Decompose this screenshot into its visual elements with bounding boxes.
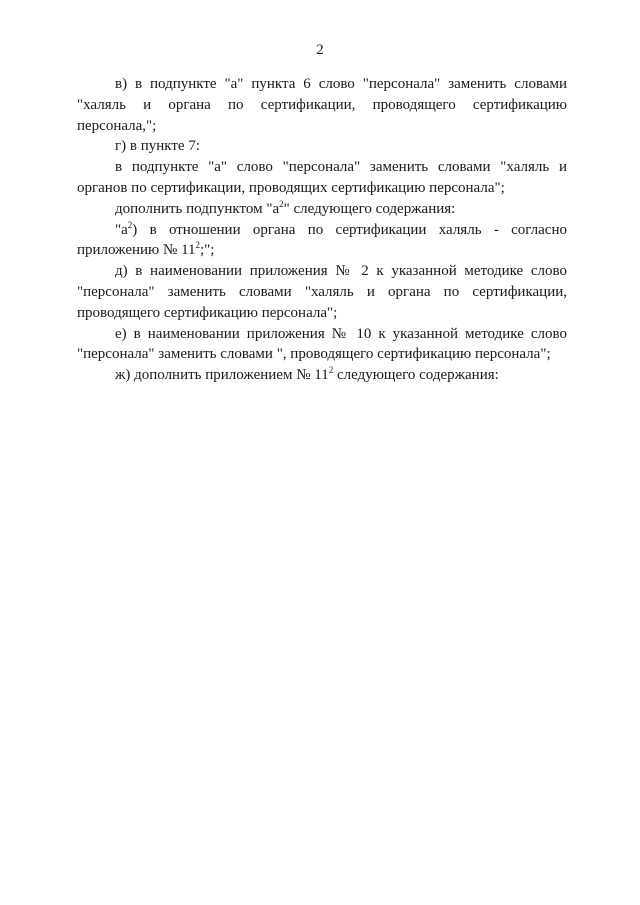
paragraph-v: в) в подпункте "а" пункта 6 слово "персонала" заменить словами "халяль и органа по сертификации, проводящего сертификацию персонала,"; <box>77 76 567 134</box>
paragraph-d: д) в наименовании приложения № 2 к указанной методике слово "персонала" заменить словами "халяль и органа по сертификации, проводящего сертификацию персонала"; <box>77 263 567 321</box>
paragraph-g-subitem-a: в подпункте "а" слово "персонала" заменить словами "халяль и органов по сертификации, проводящих сертификацию персонала"; <box>77 159 567 196</box>
paragraph-g: г) в пункте 7: <box>115 138 201 155</box>
document-body <box>77 74 567 386</box>
paragraph-g-subitem-a2: "$а^2$) в отношении органа по сертификации халяль - согласно приложению № $11^2$;"; <box>77 219 567 259</box>
paragraph-zh: ж) дополнить приложением № $11^2$ следующего содержания: <box>115 365 499 384</box>
paragraph-e: е) в наименовании приложения № 10 к указанной методике слово "персонала" заменить словами ", проводящего сертификацию персонала"; <box>77 325 567 363</box>
paragraph-g-add-subitem: дополнить подпунктом "$а^2$" следующего содержания: <box>115 198 456 217</box>
page-number: 2 <box>316 42 324 58</box>
